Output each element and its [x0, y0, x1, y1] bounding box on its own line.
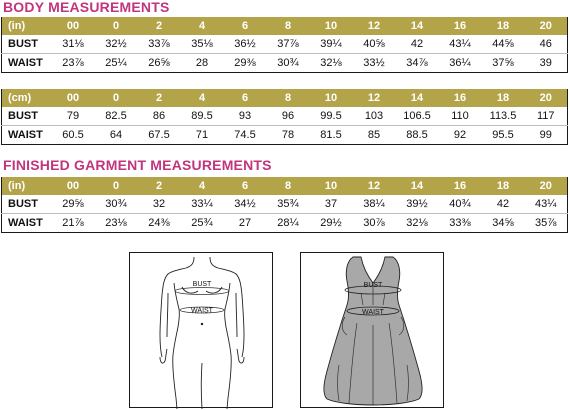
size-header-cell: 14	[396, 17, 439, 35]
measurement-cell: 40⅝	[353, 35, 396, 54]
body-waist-label: WAIST	[191, 307, 213, 315]
measurement-cell: 81.5	[310, 126, 353, 145]
measurement-cell: 106.5	[396, 107, 439, 126]
size-header-cell: 14	[396, 89, 439, 107]
measurement-cell: 99.5	[310, 107, 353, 126]
size-header-cell: 6	[224, 177, 267, 195]
size-header-cell: 2	[138, 17, 181, 35]
size-header-cell: 2	[138, 177, 181, 195]
size-header-cell: 10	[310, 177, 353, 195]
finished-inches-table	[1, 177, 568, 233]
body-cm-table	[1, 89, 568, 145]
measurement-cell: 82.5	[95, 107, 138, 126]
measurement-cell: 39¼	[310, 35, 353, 54]
measurement-cell: 37⅝	[482, 54, 525, 73]
measurement-row	[2, 35, 568, 54]
measurement-cell: 26⅝	[138, 54, 181, 73]
body-inches-table	[1, 17, 568, 73]
measurement-cell: 113.5	[482, 107, 525, 126]
measurement-cell: 28	[181, 54, 224, 73]
measurement-cell: 78	[267, 126, 310, 145]
size-header-row	[2, 89, 568, 107]
measurement-cell: 40¾	[439, 195, 482, 214]
size-header-cell: 16	[439, 17, 482, 35]
measurement-cell: 39½	[396, 195, 439, 214]
size-header-cell: 16	[439, 177, 482, 195]
size-header-cell: 0	[95, 89, 138, 107]
measurement-cell: 32⅛	[396, 214, 439, 233]
measurement-cell: 110	[439, 107, 482, 126]
measurement-cell: 67.5	[138, 126, 181, 145]
row-label: BUST	[2, 35, 52, 54]
measurement-cell: 36½	[224, 35, 267, 54]
measurement-row	[2, 107, 568, 126]
measurement-cell: 85	[353, 126, 396, 145]
measurement-cell: 31⅛	[52, 35, 95, 54]
measurement-row	[2, 126, 568, 145]
body-measurements-title: BODY MEASUREMENTS	[3, 0, 170, 15]
measurement-cell: 30¾	[267, 54, 310, 73]
measurement-cell: 79	[52, 107, 95, 126]
measurement-row	[2, 214, 568, 233]
size-header-cell: 12	[353, 89, 396, 107]
measurement-cell: 38¼	[353, 195, 396, 214]
measurement-cell: 35⅛	[181, 35, 224, 54]
size-header-cell: 8	[267, 89, 310, 107]
measurement-row	[2, 195, 568, 214]
size-header-cell: 8	[267, 177, 310, 195]
row-label: WAIST	[2, 214, 52, 233]
unit-label: (in)	[2, 177, 52, 195]
measurement-cell: 60.5	[52, 126, 95, 145]
measurement-cell: 74.5	[224, 126, 267, 145]
size-header-cell: 4	[181, 177, 224, 195]
measurement-cell: 33⅜	[439, 214, 482, 233]
size-header-cell: 10	[310, 89, 353, 107]
garment-waist-label: WAIST	[362, 309, 384, 316]
measurement-cell: 23⅛	[95, 214, 138, 233]
row-label: BUST	[2, 107, 52, 126]
size-header-cell: 6	[224, 17, 267, 35]
size-header-cell: 2	[138, 89, 181, 107]
measurement-cell: 42	[396, 35, 439, 54]
measurement-cell: 96	[267, 107, 310, 126]
garment-figure-panel	[300, 252, 444, 408]
size-header-cell: 20	[525, 89, 568, 107]
measurement-cell: 21⅞	[52, 214, 95, 233]
size-header-row	[2, 177, 568, 195]
size-header-cell: 20	[525, 17, 568, 35]
measurement-cell: 34⅝	[482, 214, 525, 233]
unit-label: (in)	[2, 17, 52, 35]
measurement-cell: 99	[525, 126, 568, 145]
row-label: BUST	[2, 195, 52, 214]
size-header-cell: 00	[52, 89, 95, 107]
measurement-cell: 117	[525, 107, 568, 126]
measurement-cell: 46	[525, 35, 568, 54]
size-header-cell: 12	[353, 177, 396, 195]
measurement-row	[2, 54, 568, 73]
measurement-cell: 35⅞	[525, 214, 568, 233]
size-header-cell: 8	[267, 17, 310, 35]
measurement-cell: 25¼	[95, 54, 138, 73]
measurement-cell: 34½	[224, 195, 267, 214]
size-header-cell: 20	[525, 177, 568, 195]
size-header-cell: 18	[482, 17, 525, 35]
measurement-cell: 32⅛	[310, 54, 353, 73]
measurement-cell: 35¾	[267, 195, 310, 214]
measurement-cell: 33¼	[181, 195, 224, 214]
size-header-cell: 10	[310, 17, 353, 35]
body-figure-panel	[129, 252, 273, 408]
measurement-cell: 103	[353, 107, 396, 126]
size-header-cell: 4	[181, 17, 224, 35]
size-header-cell: 16	[439, 89, 482, 107]
unit-label: (cm)	[2, 89, 52, 107]
measurement-cell: 86	[138, 107, 181, 126]
measurement-cell: 32	[138, 195, 181, 214]
measurement-cell: 88.5	[396, 126, 439, 145]
measurement-cell: 43¼	[525, 195, 568, 214]
measurement-cell: 92	[439, 126, 482, 145]
measurement-cell: 64	[95, 126, 138, 145]
measurement-cell: 30⅞	[353, 214, 396, 233]
body-figure-illustration	[130, 253, 274, 409]
measurement-cell: 39	[525, 54, 568, 73]
measurement-cell: 23⅞	[52, 54, 95, 73]
garment-bust-label: BUST	[363, 282, 383, 289]
size-header-row	[2, 17, 568, 35]
measurement-cell: 30¾	[95, 195, 138, 214]
finished-garment-title: FINISHED GARMENT MEASUREMENTS	[3, 157, 272, 173]
measurement-cell: 29½	[310, 214, 353, 233]
size-header-cell: 0	[95, 177, 138, 195]
measurement-cell: 33½	[353, 54, 396, 73]
row-label: WAIST	[2, 54, 52, 73]
row-label: WAIST	[2, 126, 52, 145]
measurement-cell: 95.5	[482, 126, 525, 145]
measurement-cell: 28¼	[267, 214, 310, 233]
measurement-cell: 71	[181, 126, 224, 145]
measurement-cell: 34⅞	[396, 54, 439, 73]
measurement-cell: 27	[224, 214, 267, 233]
size-header-cell: 00	[52, 17, 95, 35]
size-header-cell: 6	[224, 89, 267, 107]
size-header-cell: 18	[482, 89, 525, 107]
measurement-cell: 32½	[95, 35, 138, 54]
measurement-cell: 29⅝	[52, 195, 95, 214]
measurement-cell: 37	[310, 195, 353, 214]
measurement-cell: 29⅜	[224, 54, 267, 73]
size-header-cell: 0	[95, 17, 138, 35]
measurement-cell: 33⅞	[138, 35, 181, 54]
size-header-cell: 14	[396, 177, 439, 195]
measurement-cell: 89.5	[181, 107, 224, 126]
measurement-cell: 25¾	[181, 214, 224, 233]
measurement-cell: 36¼	[439, 54, 482, 73]
body-bust-label: BUST	[192, 281, 212, 288]
measurement-cell: 37⅞	[267, 35, 310, 54]
measurement-cell: 44⅝	[482, 35, 525, 54]
size-header-cell: 18	[482, 177, 525, 195]
size-header-cell: 00	[52, 177, 95, 195]
measurement-cell: 42	[482, 195, 525, 214]
size-header-cell: 4	[181, 89, 224, 107]
garment-figure-illustration	[301, 253, 445, 409]
measurement-cell: 93	[224, 107, 267, 126]
measurement-cell: 43¼	[439, 35, 482, 54]
measurement-cell: 24⅜	[138, 214, 181, 233]
size-header-cell: 12	[353, 17, 396, 35]
